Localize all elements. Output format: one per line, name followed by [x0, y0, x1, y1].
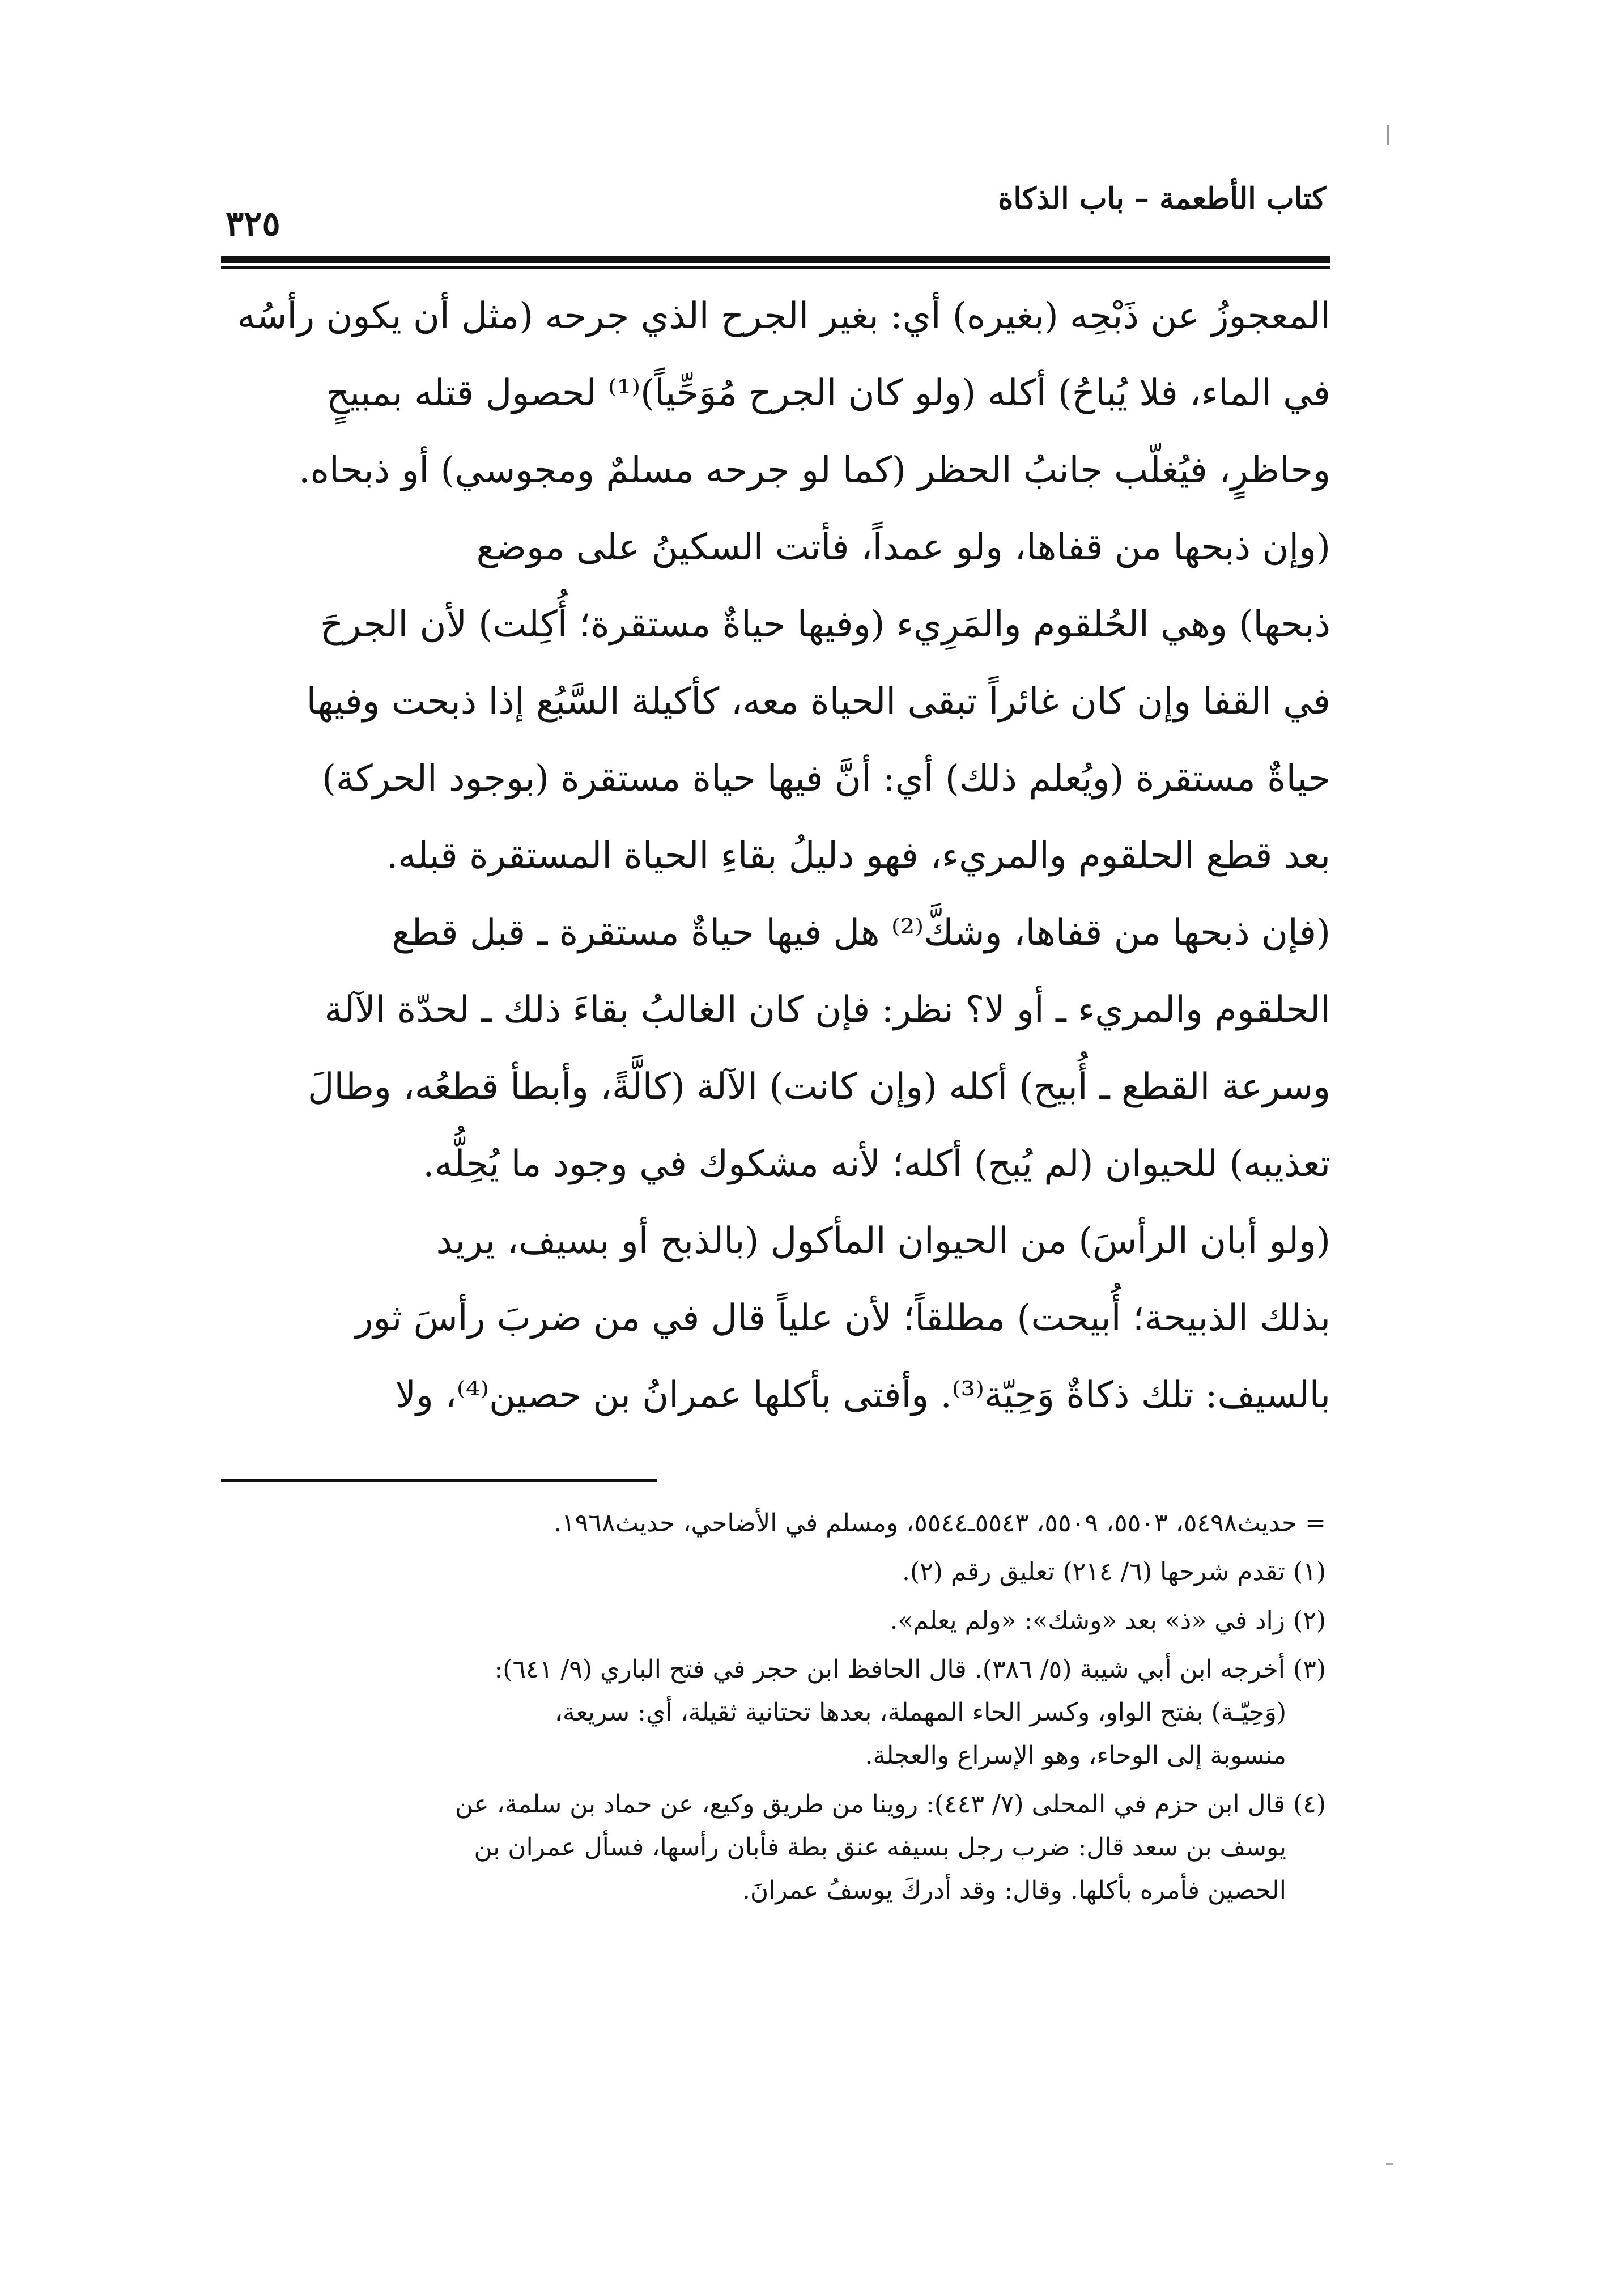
text-line: بالسيف: تلك ذكاةٌ وَحِيّة⁽³⁾. وأفتى بأكلها عمرانُ بن حصين⁽⁴⁾، ولا [395, 1374, 1330, 1416]
text-line: بذلك الذبيحة؛ أُبيحت) مطلقاً؛ لأن علياً قال في من ضربَ رأسَ ثور [355, 1297, 1330, 1339]
footnote-4-line: يوسف بن سعد قال: ضرب رجل بسيفه عنق بطة فأبان رأسها، فسأل عمران بن [474, 1833, 1286, 1862]
text-line: في القفا وإن كان غائراً تبقى الحياة معه، كأكيلة السَّبُع إذا ذبحت وفيها [306, 681, 1330, 723]
text-line: وحاظرٍ، فيُغلّب جانبُ الحظر (كما لو جرحه مسلمٌ ومجوسي) أو ذبحاه. [299, 449, 1330, 491]
footnote-3-line: (وَحِيّـة) بفتح الواو، وكسر الحاء المهملة، بعدها تحتانية ثقيلة، أي: سريعة، [554, 1698, 1286, 1727]
footnote-1: (١) تقدم شرحها (٦/ ٢١٤) تعليق رقم (٢). [902, 1557, 1326, 1586]
margin-mark [1387, 125, 1389, 145]
header-rule-thin [221, 266, 1330, 269]
footnotes [204, 1502, 1326, 1912]
text-line: حياةٌ مستقرة (ويُعلم ذلك) أي: أنَّ فيها حياة مستقرة (بوجود الحركة) [321, 758, 1330, 800]
footnote-4: (٤) قال ابن حزم في المحلى (٧/ ٤٤٣): روينا من طريق وكيع، عن حماد بن سلمة، عن [454, 1790, 1326, 1819]
page-header [221, 164, 1326, 261]
text-line: (وإن ذبحها من قفاها، ولو عمداً، فأتت السكينُ على موضع [476, 526, 1330, 568]
text-line: تعذيبه) للحيوان (لم يُبح) أكله؛ لأنه مشكوك في وجود ما يُحِلُّه. [423, 1143, 1330, 1185]
text-line: المعجوزُ عن ذَبْحِه (بغيره) أي: بغير الجرح الذي جرحه (مثل أن يكون رأسُه [237, 295, 1330, 337]
text-line: (ولو أبان الرأسَ) من الحيوان المأكول (بالذبح أو بسيف، يريد [436, 1220, 1330, 1262]
footnote-continuation: = حديث٥٤٩٨، ٥٥٠٣، ٥٥٠٩، ٥٥٤٣ـ٥٥٤٤، ومسلم في الأضاحي، حديث١٩٦٨. [554, 1509, 1326, 1538]
main-text [221, 278, 1330, 1434]
text-line: الحلقوم والمريء ـ أو لا؟ نظر: فإن كان الغالبُ بقاءَ ذلك ـ لحدّة الآلة [324, 989, 1330, 1031]
footnote-2: (٢) زاد في «ذ» بعد «وشك»: «ولم يعلم». [890, 1606, 1326, 1635]
text-line: (فإن ذبحها من قفاها، وشكَّ⁽²⁾ هل فيها حياةٌ مستقرة ـ قبل قطع [392, 912, 1330, 954]
page-number: ٣٢٥ [226, 204, 280, 244]
text-line: بعد قطع الحلقوم والمريء، فهو دليلُ بقاءِ الحياة المستقرة قبله. [386, 835, 1330, 877]
footnote-separator [221, 1479, 657, 1482]
footnote-4-line: الحصين فأمره بأكلها. وقال: وقد أدركَ يوسفُ عمرانَ. [742, 1876, 1286, 1905]
footnote-3-line: منسوبة إلى الوحاء، وهو الإسراع والعجلة. [865, 1741, 1286, 1770]
text-line: ذبحها) وهي الحُلقوم والمَرِيء (وفيها حياةٌ مستقرة؛ أُكِلت) لأن الجرحَ [320, 604, 1330, 646]
header-rule [221, 256, 1330, 263]
text-line: وسرعة القطع ـ أُبيح) أكله (وإن كانت) الآلة (كالَّةً، وأبطأ قطعُه، وطالَ [307, 1066, 1330, 1108]
text-line: في الماء، فلا يُباحُ) أكله (ولو كان الجرح مُوَحِّياً)⁽¹⁾ لحصول قتله بمبيحٍ [326, 372, 1330, 414]
footnote-3: (٣) أخرجه ابن أبي شيبة (٥/ ٣٨٦). قال الحافظ ابن حجر في فتح الباري (٩/ ٦٤١): [494, 1655, 1326, 1684]
running-title: كتاب الأطعمة – باب الذكاة [998, 181, 1326, 216]
margin-mark [1386, 2151, 1393, 2165]
